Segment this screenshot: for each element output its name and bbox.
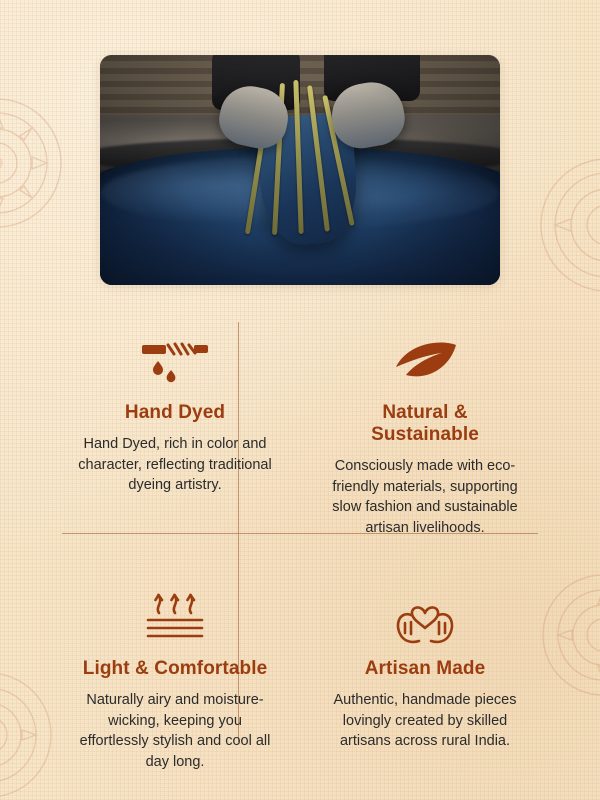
feature-description: Authentic, handmade pieces lovingly created by skilled artisans across rural India. — [333, 692, 517, 750]
feature-card-artisan-made — [300, 564, 538, 798]
hero-vignette — [100, 55, 500, 285]
feature-grid — [62, 320, 538, 799]
feature-title: Artisan Made — [364, 658, 486, 680]
feature-title: Light & Comfortable — [82, 658, 268, 680]
hands-heart-icon — [326, 590, 524, 646]
feature-description: Hand Dyed, rich in color and character, reflecting traditional dyeing artistry. — [78, 436, 272, 494]
hand-dyed-icon — [76, 334, 274, 390]
mandala-ornament-icon — [528, 560, 600, 710]
feature-description: Naturally airy and moisture-wicking, keeping you effortlessly stylish and cool all day long. — [79, 692, 271, 771]
feature-card-hand-dyed — [62, 320, 300, 564]
mandala-ornament-icon — [0, 88, 72, 238]
feature-card-light-comfortable — [62, 564, 300, 798]
hero-scene — [100, 55, 500, 285]
breathable-airflow-icon — [76, 590, 274, 646]
hero-image — [100, 55, 500, 285]
mandala-ornament-icon — [532, 150, 600, 300]
feature-card-natural-sustainable — [300, 320, 538, 564]
feature-description: Consciously made with eco-friendly materials, supporting slow fashion and sustainable artisan livelihoods. — [332, 458, 518, 536]
feature-title: Hand Dyed — [124, 402, 226, 423]
leaf-icon — [326, 334, 524, 390]
mandala-ornament-icon — [0, 660, 64, 800]
feature-title: Natural & Sustainable — [371, 402, 479, 445]
